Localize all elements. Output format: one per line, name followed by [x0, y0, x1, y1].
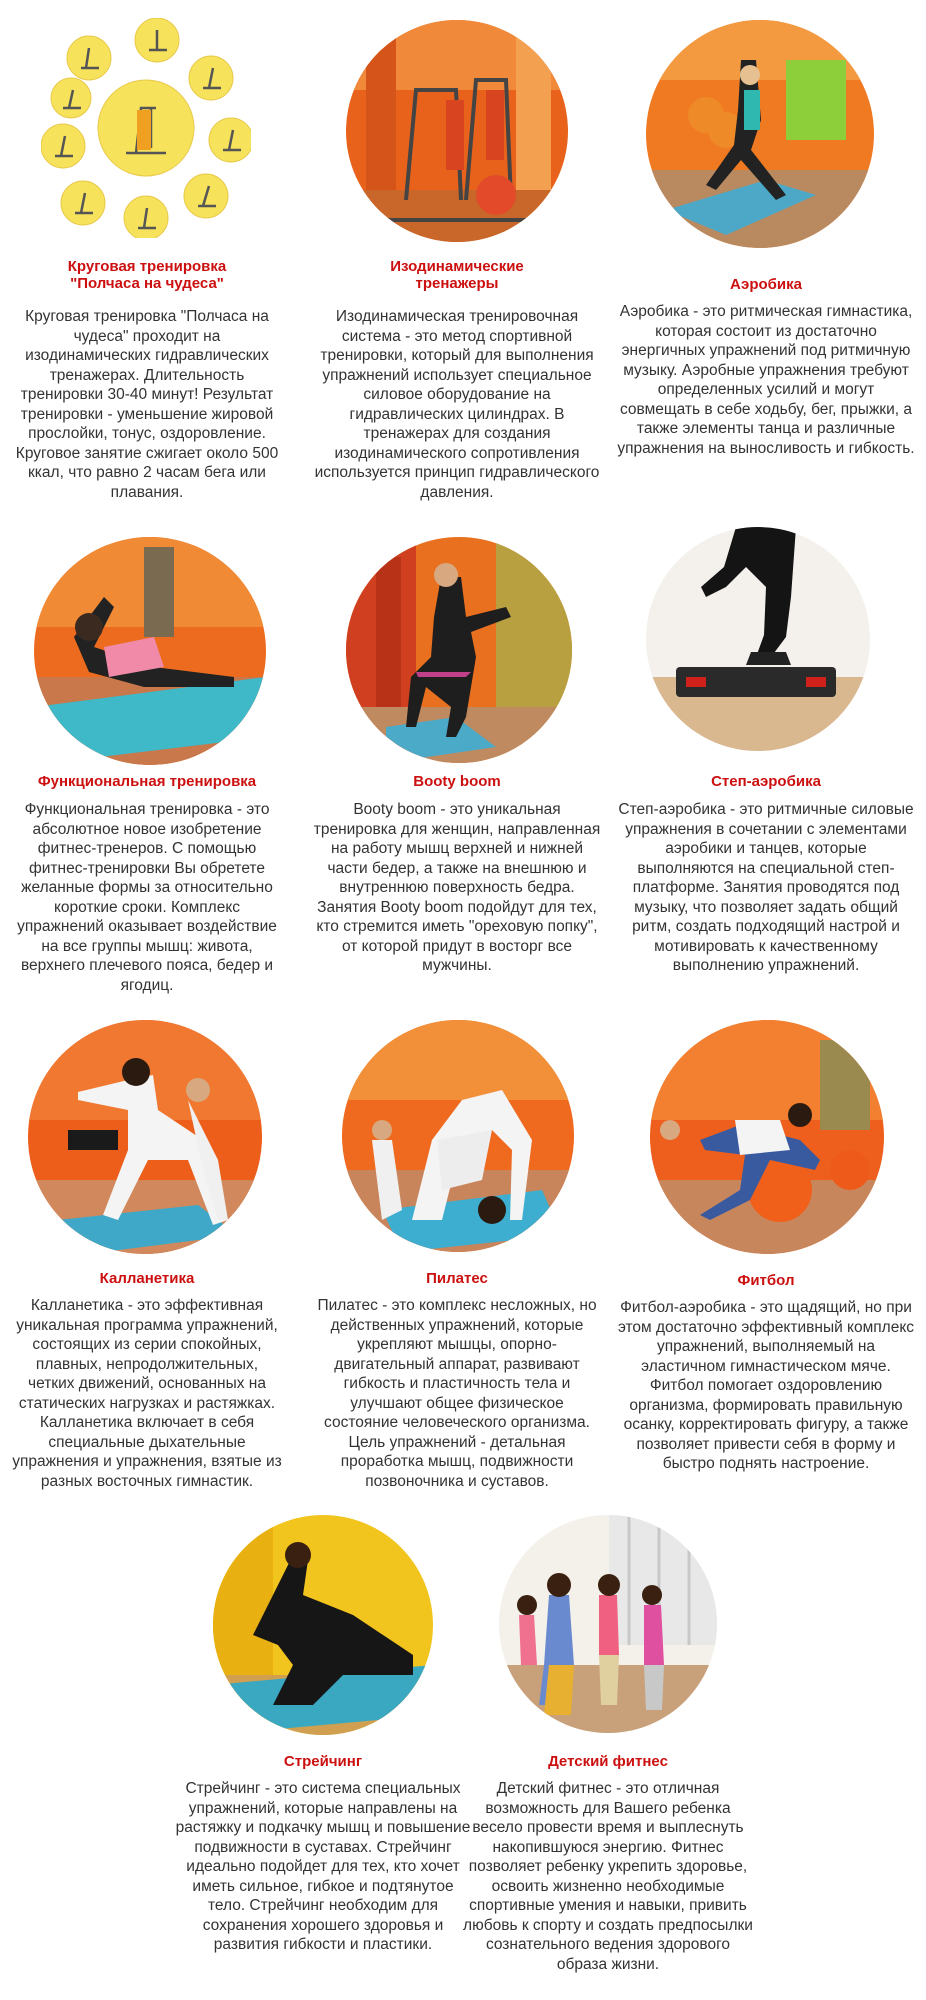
callanetics-image — [28, 1020, 262, 1254]
card-title: Круговая тренировка "Полчаса на чудеса" — [67, 258, 227, 292]
card-title: Пилатес — [426, 1270, 488, 1287]
card-isodynamic-machines — [312, 10, 602, 501]
card-title: Детский фитнес — [548, 1753, 668, 1770]
fitball-image — [650, 1020, 884, 1254]
card-fitball — [616, 1020, 916, 1500]
booty-boom-image — [346, 537, 572, 763]
stretching-image — [213, 1515, 433, 1735]
card-title: Калланетика — [99, 1270, 195, 1287]
card-description: Детский фитнес - это отличная возможность для Вашего ребенка весело провести время и выплеснуть накопившуюся энергию. Фитнес позволяет ребенку укрепить здоровье, освоить жизненно необходимые спортивные умения и навыки, привить любовь к спорту и создать предпосылки сознательного ведения здорового образа жизни. — [463, 1780, 753, 1973]
card-stretching — [175, 1515, 471, 1985]
card-description: Функциональная тренировка - это абсолютное новое изобретение фитнес-тренеров. С помощью фитнес-тренировки Вы обретете желанные формы за относительно короткие сроки. Комплекс упражнений оказывает воздействие на все группы мышц: живота, верхнего плечевого пояса, бедер и ягодиц. — [17, 801, 277, 994]
card-title: Степ-аэробика — [711, 773, 821, 790]
card-kids-fitness — [463, 1515, 753, 1985]
card-title: Функциональная тренировка — [37, 773, 257, 790]
card-pilates — [312, 1020, 602, 1500]
card-title: Аэробика — [730, 276, 802, 293]
functional-training-image — [34, 537, 266, 765]
card-description: Пилатес - это комплекс несложных, но действенных упражнений, которые укрепляют мышцы, опорно-двигательный аппарат, развивают гибкость и пластичность тела и улучшают общее физическое состояние человеческого организма. Цель упражнений - детальная проработка мышц, подвижности позвоночника и суставов. — [317, 1297, 597, 1490]
card-description: Степ-аэробика - это ритмичные силовые упражнения в сочетании с элементами аэробики и танцев, которые выполняются на специальной степ-платформе. Занятия проводятся под музыку, что позволяет задать общий ритм, создать подходящий настрой и мотивировать к качественному выполнению упражнений. — [618, 801, 914, 974]
card-title: Booty boom — [413, 773, 501, 790]
aerobics-class-image — [646, 20, 874, 248]
card-circuit-training — [12, 10, 282, 501]
circuit-equipment-image — [41, 18, 251, 238]
card-functional-training — [12, 525, 282, 1005]
card-title: Фитбол — [737, 1272, 795, 1289]
card-description: Круговая тренировка "Полчаса на чудеса" проходит на изодинамических гидравлических тренажерах. Длительность тренировки 30-40 минут! Результат тренировки - уменьшение жировой прослойки, тонус, оздоровление. Круговое занятие сжигает около 500 ккал, что равно 2 часам бега или плавания. — [15, 308, 279, 501]
pilates-image — [342, 1020, 574, 1252]
card-description: Аэробика - это ритмическая гимнастика, которая состоит из достаточно энергичных упражнений под ритмичную музыку. Аэробные упражнения требуют определенных усилий и могут совмещать в себе ходьбу, бег, прыжки, а также элементы танца и различные упражнения на выносливость и гибкость. — [617, 303, 915, 457]
card-step-aerobics — [616, 525, 916, 1005]
card-description: Booty boom - это уникальная тренировка для женщин, направленная на работу мышц верхней и нижней части бедер, а также на внешнюю и внутреннюю поверхность бедра. Занятия Booty boom подойдут для тех, кто стремится иметь "ореховую попку", от которой придут в восторг все мужчины. — [313, 801, 601, 974]
kids-fitness-image — [499, 1515, 717, 1733]
card-description: Калланетика - это эффективная уникальная программа упражнений, состоящих из серии спокойных, плавных, непродолжительных, четких движений, основанных на статических нагрузках и растяжках. Калланетика включает в себя специальные дыхательные упражнения и упражнения, взятые из разных восточных гимнастик. — [12, 1297, 282, 1490]
card-title: Стрейчинг — [283, 1753, 363, 1770]
card-aerobics — [616, 10, 916, 490]
card-callanetics — [12, 1020, 282, 1500]
gym-machines-image — [346, 20, 568, 242]
card-description: Изодинамическая тренировочная система - это метод спортивной тренировки, который для выполнения упражнений использует специальное силовое оборудование на гидравлических цилиндрах. В тренажерах для создания изодинамического сопротивления используется принцип гидравлического давления. — [314, 308, 600, 501]
card-booty-boom — [312, 525, 602, 1005]
card-description: Стрейчинг - это система специальных упражнений, которые направлены на растяжку и подкачку мышц и повышение подвижности в суставах. Стрейчинг идеально подойдет для тех, кто хочет иметь сильное, гибкое и подтянутое тело. Стрейчинг необходим для сохранения хорошего здоровья и развития гибкости и пластики. — [175, 1780, 471, 1953]
card-description: Фитбол-аэробика - это щадящий, но при этом достаточно эффективный комплекс упражнений, выполняемый на эластичном гимнастическом мяче. Фитбол помогает оздоровлению организма, формировать правильную осанку, корректировать фигуру, а также позволяет привести себя в форму и быстро поднять настроение. — [617, 1299, 915, 1472]
step-platform-image — [646, 527, 870, 751]
card-title: Изодинамические тренажеры — [390, 258, 524, 292]
